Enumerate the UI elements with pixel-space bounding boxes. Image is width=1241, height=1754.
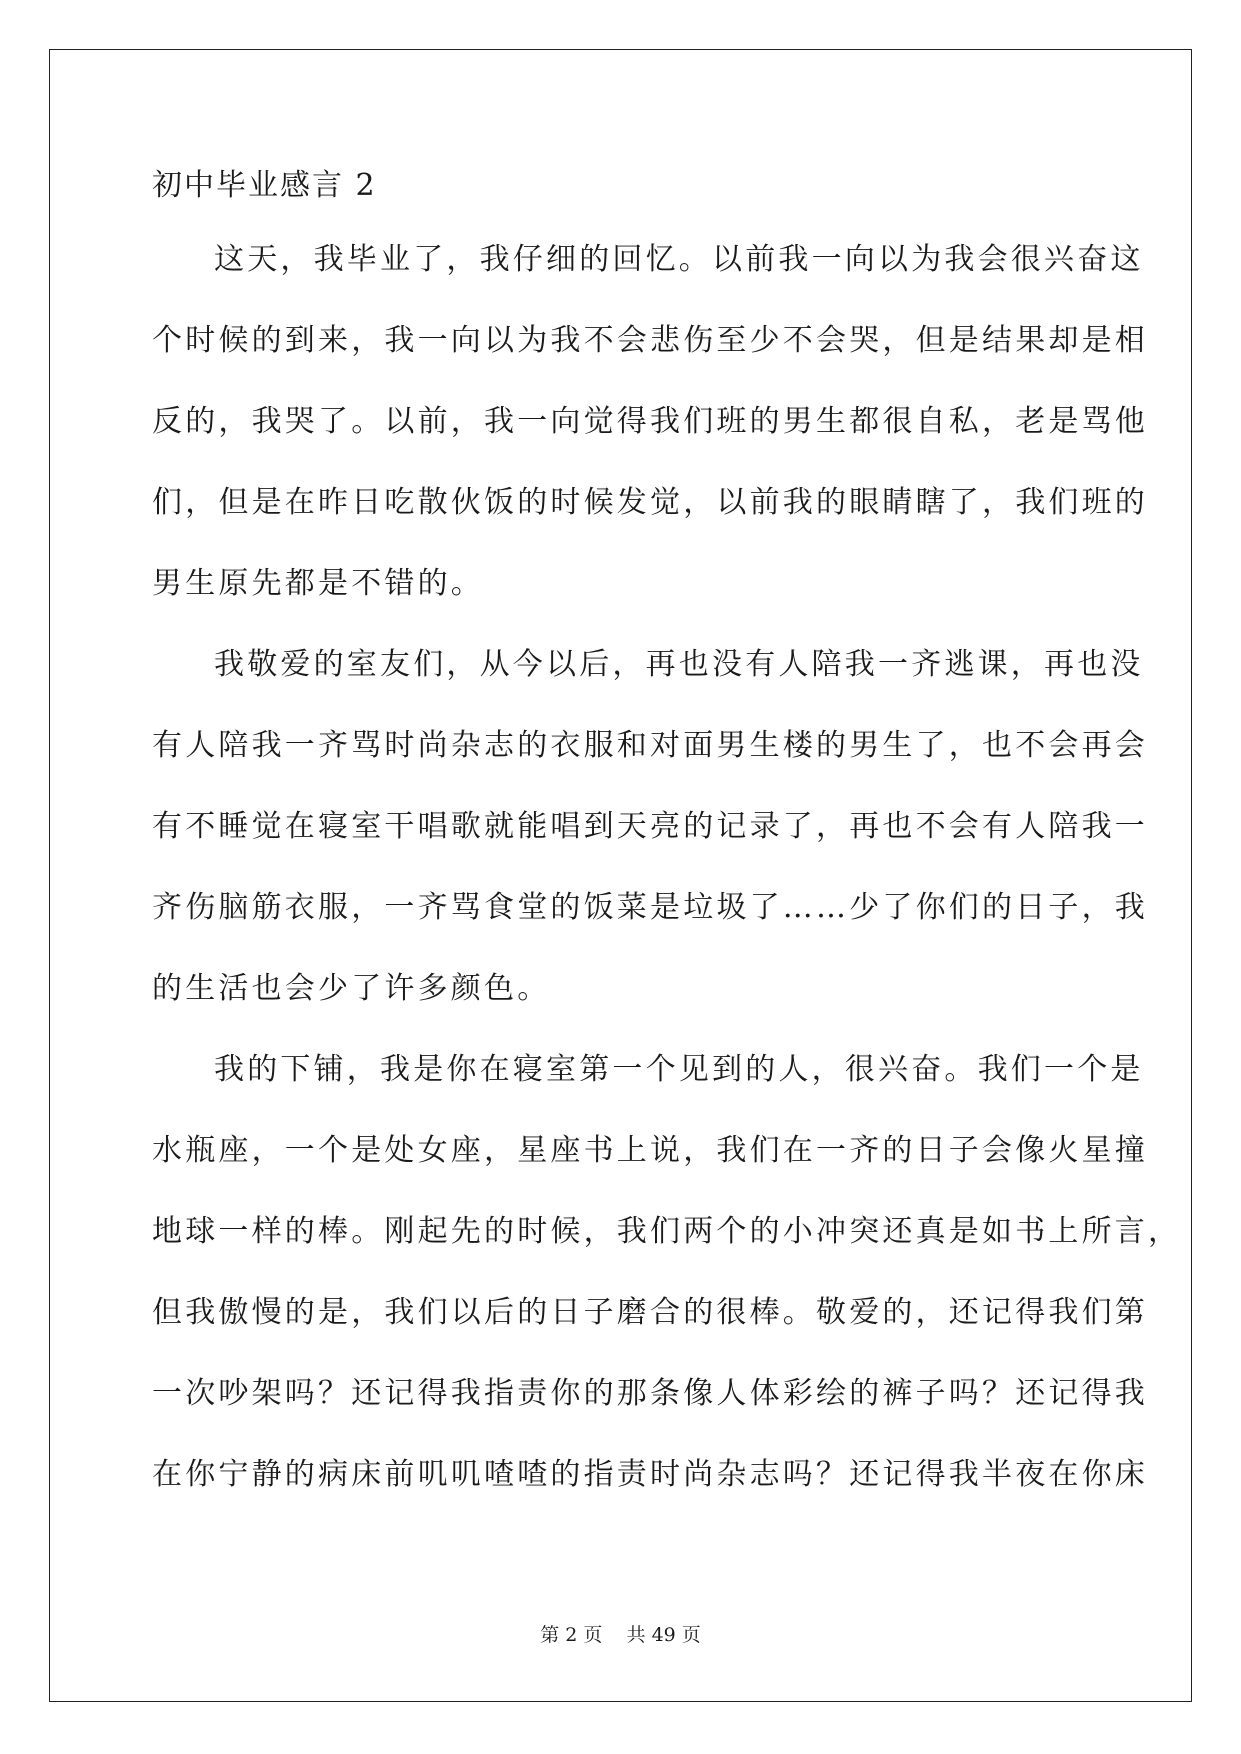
- paragraph-line: 男生原先都是不错的。: [152, 566, 484, 601]
- paragraph-line: 但我傲慢的是，我们以后的日子磨合的很棒。敬爱的，还记得我们第: [152, 1295, 1148, 1330]
- document-title: 初中毕业感言 2: [152, 168, 377, 203]
- document-body: [152, 166, 1182, 1536]
- paragraph-line: 我的下铺，我是你在寝室第一个见到的人，很兴奋。我们一个是: [214, 1052, 1144, 1087]
- paragraph-line: 这天，我毕业了，我仔细的回忆。以前我一向以为我会很兴奋这: [214, 242, 1144, 277]
- paragraph-1: [152, 240, 1148, 645]
- paragraph-line: 有不睡觉在寝室干唱歌就能唱到天亮的记录了，再也不会有人陪我一: [152, 809, 1148, 844]
- paragraph-line: 的生活也会少了许多颜色。: [152, 971, 551, 1006]
- paragraph-line: 在你宁静的病床前叽叽喳喳的指责时尚杂志吗？还记得我半夜在你床: [152, 1457, 1148, 1492]
- paragraph-line: 地球一样的棒。刚起先的时候，我们两个的小冲突还真是如书上所言，: [152, 1214, 1182, 1249]
- paragraph-line: 齐伤脑筋衣服，一齐骂食堂的饭菜是垃圾了……少了你们的日子，我: [152, 890, 1148, 925]
- paragraph-2: [152, 645, 1148, 1050]
- paragraph-line: 反的，我哭了。以前，我一向觉得我们班的男生都很自私，老是骂他: [152, 404, 1148, 439]
- paragraph-line: 个时候的到来，我一向以为我不会悲伤至少不会哭，但是结果却是相: [152, 323, 1148, 358]
- paragraph-3: [152, 1050, 1182, 1536]
- paragraph-line: 一次吵架吗？还记得我指责你的那条像人体彩绘的裤子吗？还记得我: [152, 1376, 1148, 1411]
- page-number-footer: 第 2 页 共 49 页: [540, 1624, 701, 1646]
- paragraph-line: 我敬爱的室友们，从今以后，再也没有人陪我一齐逃课，再也没: [214, 647, 1144, 682]
- paragraph-line: 们，但是在昨日吃散伙饭的时候发觉，以前我的眼睛瞎了，我们班的: [152, 485, 1148, 520]
- paragraph-line: 水瓶座，一个是处女座，星座书上说，我们在一齐的日子会像火星撞: [152, 1133, 1148, 1168]
- paragraph-line: 有人陪我一齐骂时尚杂志的衣服和对面男生楼的男生了，也不会再会: [152, 728, 1148, 763]
